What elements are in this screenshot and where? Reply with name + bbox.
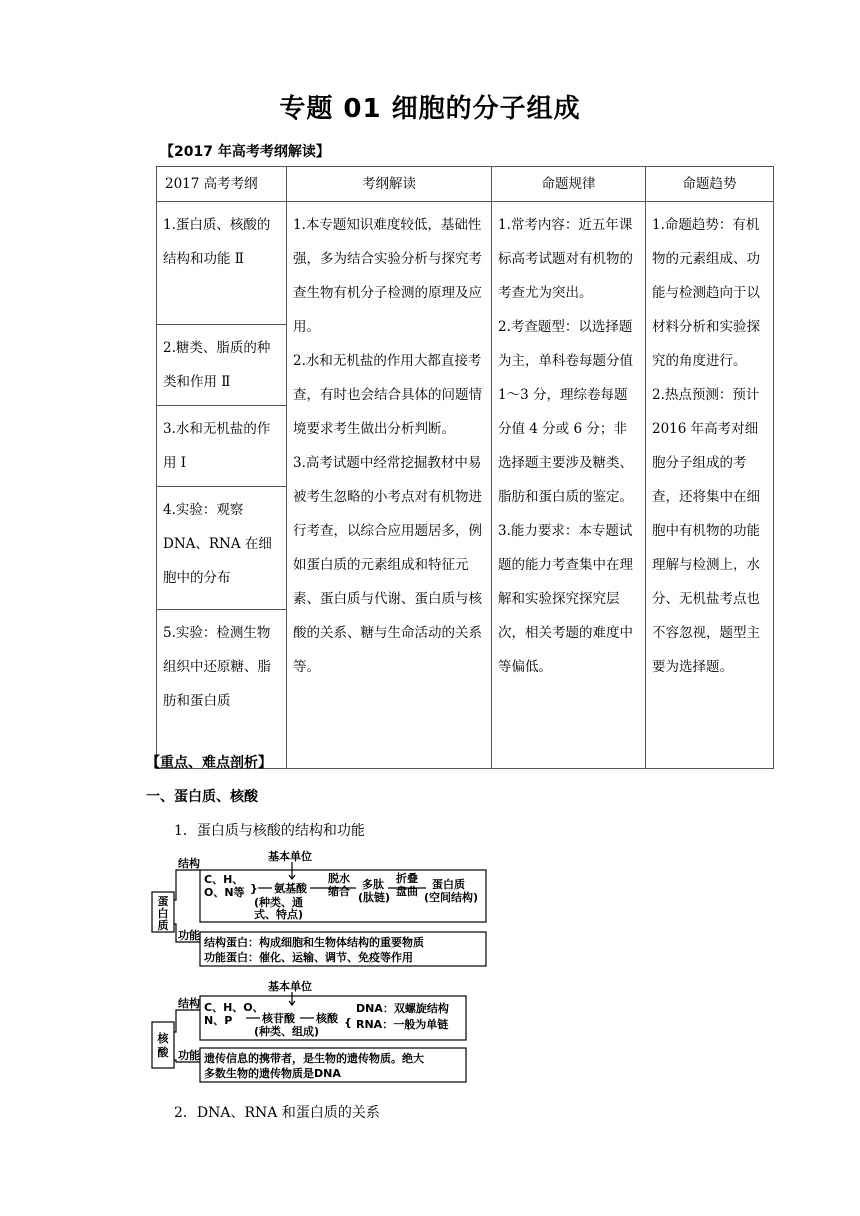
protein-final: (空间结构) — [424, 891, 479, 904]
outline-item: 5.实验：检测生物组织中还原糖、脂肪和蛋白质 — [157, 610, 287, 769]
table-header-row — [157, 167, 774, 202]
trend-point: 1.命题趋势：有机物的元素组成、功能与检测趋向于以材料分析和实验探究的角度进行。 — [652, 217, 760, 369]
subheading-structure-function: 1．蛋白质与核酸的结构和功能 — [174, 823, 365, 839]
nucleotide-note: (种类、组成) — [254, 1025, 320, 1038]
brace-icon: { — [344, 1016, 352, 1029]
heading-protein-nucleic: 一、蛋白质、核酸 — [146, 789, 258, 805]
amino-acid: 氨基酸 — [274, 882, 307, 895]
protein-root-char: 质 — [157, 919, 169, 932]
section-key-heading: 【重点、难点剖析】 — [146, 755, 272, 771]
element-text: C、H、 — [204, 873, 244, 886]
element-text: O、N等 — [204, 886, 245, 899]
protein-final: 蛋白质 — [432, 878, 465, 891]
header-cell: 命题规律 — [492, 167, 646, 202]
trend-point: 2.热点预测：预计 2016 年高考对细胞分子组成的考查，还将集中在细胞中有机物的功能理解与检测上，水分、无机盐考点也不容忽视，题型主要为选择题。 — [652, 387, 760, 675]
step-dehydration: 脱水 — [328, 872, 350, 885]
nucleic-root-char: 核 — [157, 1032, 169, 1045]
nucleic-acid: 核酸 — [316, 1012, 338, 1025]
header-cell: 考纲解读 — [287, 167, 492, 202]
header-cell: 2017 高考考纲 — [157, 167, 287, 202]
protein-root-char: 蛋 — [157, 895, 169, 908]
function-line: 多数生物的遗传物质是DNA — [204, 1067, 341, 1080]
outline-item: 3.水和无机盐的作用 Ⅰ — [157, 406, 287, 487]
outline-table — [156, 166, 774, 769]
nucleic-root-char: 酸 — [157, 1046, 169, 1059]
structure-label: 结构 — [178, 997, 200, 1010]
element-text: C、H、O、 — [204, 1001, 264, 1014]
basic-unit-label: 基本单位 — [268, 980, 312, 993]
amino-acid-note: (种类、通 — [254, 896, 304, 909]
interpretation-point: 2.水和无机盐的作用大都直接考查，有时也会结合具体的问题情境要求考生做出分析判断。 — [293, 353, 482, 437]
outline-interpretation — [287, 202, 492, 769]
basic-unit-label: 基本单位 — [268, 850, 312, 863]
nucleic-acid-diagram — [150, 978, 490, 1084]
interpretation-point: 3.高考试题中经常挖掘教材中易被考生忽略的小考点对有机物进行考查，以综合应用题居多，例如蛋白质的元素组成和特征元素、蛋白质与代谢、蛋白质与核酸的关系、糖与生命活动的关系等。 — [293, 455, 482, 675]
polypeptide: 多肽 — [362, 878, 384, 891]
step-folding: 盘曲 — [396, 885, 418, 898]
polypeptide: (肽链) — [358, 891, 391, 904]
interpretation-point: 1.本专题知识难度较低，基础性强，多为结合实验分析与探究考查生物有机分子检测的原理及应用。 — [293, 217, 482, 335]
rule-point: 2.考查题型：以选择题为主，单科卷每题分值 1～3 分，理综卷每题分值 4 分或 6 分；非选择题主要涉及糖类、脂肪和蛋白质的鉴定。 — [498, 319, 633, 505]
header-cell: 命题趋势 — [646, 167, 774, 202]
outline-item: 1.蛋白质、核酸的结构和功能 Ⅱ — [157, 202, 287, 325]
section-outline-heading: 【2017 年高考考纲解读】 — [160, 144, 330, 160]
page-title: 专题 01 细胞的分子组成 — [279, 94, 581, 124]
brace-icon: } — [250, 882, 258, 895]
proposition-trends — [646, 202, 774, 769]
function-line: 功能蛋白：催化、运输、调节、免疫等作用 — [204, 951, 413, 964]
outline-item: 2.糖类、脂质的种类和作用 Ⅱ — [157, 325, 287, 406]
protein-root-char: 白 — [157, 907, 169, 920]
structure-label: 结构 — [178, 857, 200, 870]
function-line: 遗传信息的携带者，是生物的遗传物质。绝大 — [204, 1052, 424, 1065]
protein-diagram — [150, 848, 490, 970]
function-label: 功能 — [178, 929, 200, 942]
element-text: N、P — [204, 1014, 233, 1027]
rna-type: RNA：一般为单链 — [356, 1018, 449, 1031]
outline-item: 4.实验：观察 DNA、RNA 在细胞中的分布 — [157, 487, 287, 610]
rule-point: 3.能力要求：本专题试题的能力考查集中在理解和实验探究探究层次，相关考题的难度中等偏低。 — [498, 523, 633, 675]
step-dehydration: 缩合 — [328, 885, 350, 898]
amino-acid-note: 式、特点) — [254, 908, 304, 921]
step-folding: 折叠 — [396, 872, 418, 885]
proposition-rules — [492, 202, 646, 769]
function-label: 功能 — [178, 1049, 200, 1062]
nucleotide: 核苷酸 — [262, 1012, 295, 1025]
connector — [174, 1010, 200, 1032]
dna-type: DNA：双螺旋结构 — [356, 1002, 449, 1015]
subheading-dna-rna-protein: 2．DNA、RNA 和蛋白质的关系 — [174, 1105, 380, 1121]
connector — [174, 870, 200, 900]
nucleic-root-box — [152, 1022, 174, 1068]
function-line: 结构蛋白：构成细胞和生物体结构的重要物质 — [204, 936, 424, 949]
rule-point: 1.常考内容：近五年课标高考试题对有机物的考查尤为突出。 — [498, 217, 633, 301]
